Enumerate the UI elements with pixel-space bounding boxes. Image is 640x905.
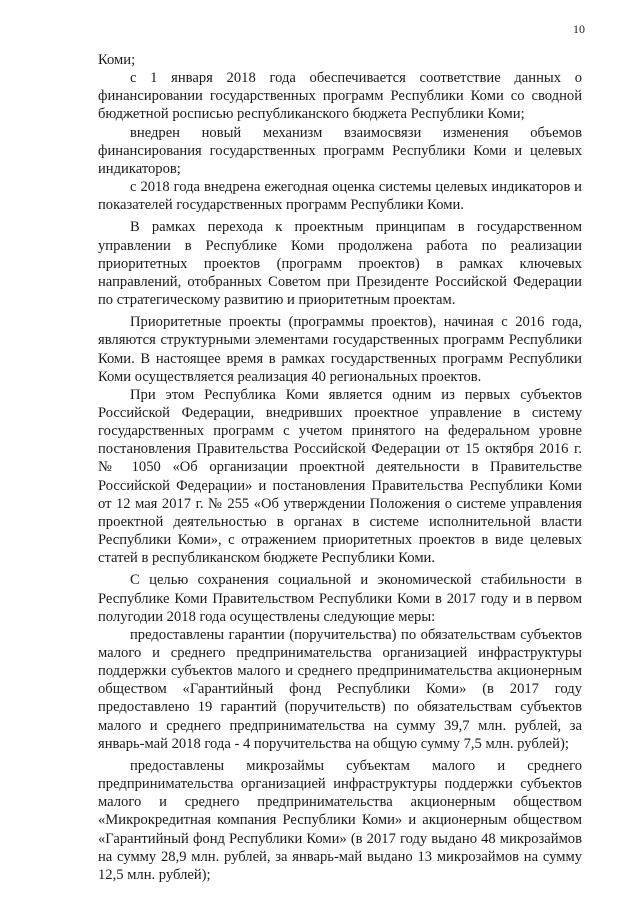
- paragraph-priority-projects: Приоритетные проекты (программы проектов), начиная с 2016 года, являются структурными элементами государственных программ Республики Коми. В настоящее время в рамках государственных программ Республики Коми осуществляется реализация 40 региональных проектов.: [98, 314, 582, 385]
- paragraph-guarantees: предоставлены гарантии (поручительства) по обязательствам субъектов малого и среднего предпринимательства организацией инфраструктуры поддержки субъектов малого и среднего предпринимательства акционерным обществом «Гарантийный фонд Республики Коми» (в 2017 году предоставлено 19 гарантий (поручительств) по обязательствам субъектов малого и среднего предпринимательства на сумму 39,7 млн. рублей, за январь-май 2018 года - 4 поручительства на общую сумму 7,5 млн. рублей);: [98, 626, 582, 752]
- page-number: 10: [573, 22, 585, 36]
- paragraph-mechanism: внедрен новый механизм взаимосвязи изменения объемов финансирования государственных программ Республики Коми и целевых индикаторов;: [98, 124, 582, 177]
- paragraph-financing-data: с 1 января 2018 года обеспечивается соответствие данных о финансировании государственных программ Республики Коми со сводной бюджетной росписью республиканского бюджета Республики Коми;: [98, 70, 582, 123]
- paragraph-project-principles: В рамках перехода к проектным принципам в государственном управлении в Республике Коми продолжена работа по реализации приоритетных проектов (программ проектов) в рамках ключевых направлений, отобранных Советом при Президенте Российской Федерации по стратегическому развитию и приоритетным проектам.: [98, 219, 582, 309]
- body-text: [98, 51, 582, 884]
- paragraph-continuation: Коми;: [98, 52, 136, 68]
- paragraph-microloans: предоставлены микрозаймы субъектам малого и среднего предпринимательства организацией инфраструктуры поддержки субъектов малого и среднего предпринимательства акционерным обществом «Микрокредитная компания Республики Коми» и акционерным обществом «Гарантийный фонд Республики Коми» (в 2017 году выдано 48 микрозаймов на сумму 28,9 млн. рублей, за январь-май выдано 13 микрозаймов на сумму 12,5 млн. рублей);: [98, 757, 582, 883]
- paragraph-project-management: При этом Республика Коми является одним из первых субъектов Российской Федерации, внедривших проектное управление в систему государственных программ с учетом принятого на федеральном уровне постановления Правительства Российской Федерации от 15 октября 2016 г. № 1050 «Об организации проектной деятельности в Правительстве Российской Федерации» и постановления Правительства Республики Коми от 12 мая 2017 г. № 255 «Об утверждении Положения о системе управления проектной деятельностью в органах в системе исполнительной власти Республики Коми», с отражением приоритетных проектов в виде целевых статей в республиканском бюджете Республики Коми.: [98, 386, 582, 567]
- paragraph-annual-assessment: с 2018 года внедрена ежегодная оценка системы целевых индикаторов и показателей государственных программ Республики Коми.: [98, 179, 582, 214]
- paragraph-stability-measures: С целью сохранения социальной и экономической стабильности в Республике Коми Правительством Республики Коми в 2017 году и в первом полугодии 2018 года осуществлены следующие меры:: [98, 572, 582, 625]
